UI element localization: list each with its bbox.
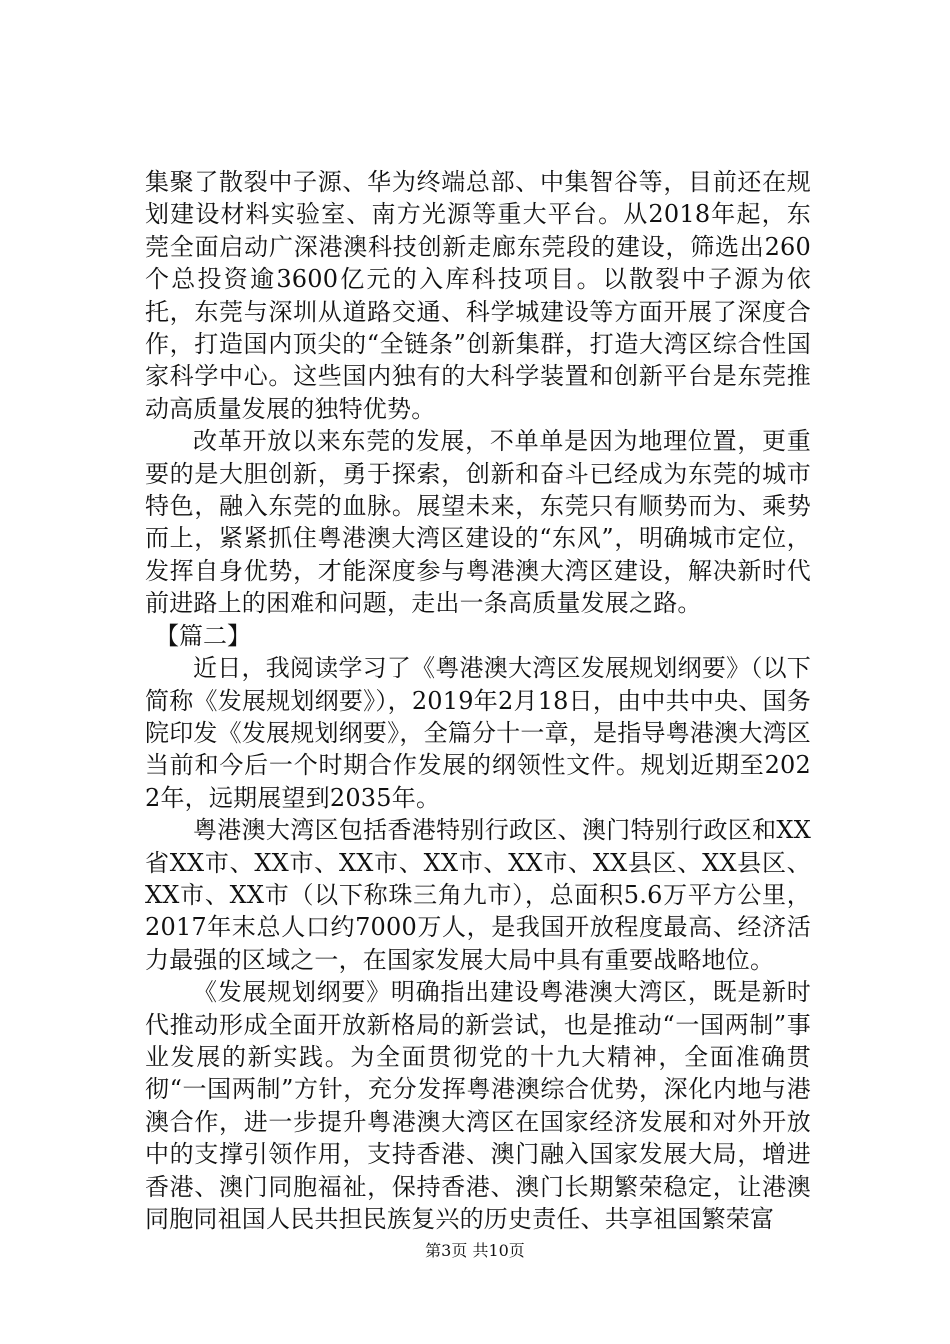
body-paragraph: 集聚了散裂中子源、华为终端总部、中集智谷等，目前还在规划建设材料实验室、南方光源等重大平台。从2018年起，东莞全面启动广深港澳科技创新走廊东莞段的建设，筛选出260个总投资逾3600亿元的入库科技项目。以散裂中子源为依托，东莞与深圳从道路交通、科学城建设等方面开展了深度合作，打造国内顶尖的“全链条”创新集群，打造大湾区综合性国家科学中心。这些国内独有的大科学装置和创新平台是东莞推动高质量发展的独特优势。 — [145, 168, 811, 423]
page-number-footer: 第3页 共10页 — [425, 1241, 525, 1260]
section-heading: 【篇二】 — [155, 621, 251, 650]
body-paragraph: 《发展规划纲要》明确指出建设粤港澳大湾区，既是新时代推动形成全面开放新格局的新尝试，也是推动“一国两制”事业发展的新实践。为全面贯彻党的十九大精神，全面准确贯彻“一国两制”方针，充分发挥粤港澳综合优势，深化内地与港澳合作，进一步提升粤港澳大湾区在国家经济发展和对外开放中的支撑引领作用，支持香港、澳门融入国家发展大局，增进香港、澳门同胞福祉，保持香港、澳门长期繁荣稳定，让港澳同胞同祖国人民共担民族复兴的历史责任、共享祖国繁荣富 — [145, 978, 811, 1233]
body-paragraph: 改革开放以来东莞的发展，不单单是因为地理位置，更重要的是大胆创新，勇于探索，创新和奋斗已经成为东莞的城市特色，融入东莞的血脉。展望未来，东莞只有顺势而为、乘势而上，紧紧抓住粤港澳大湾区建设的“东风”，明确城市定位，发挥自身优势，才能深度参与粤港澳大湾区建设，解决新时代前进路上的困难和问题，走出一条高质量发展之路。 — [145, 427, 811, 618]
document-body — [145, 166, 811, 1235]
body-paragraph: 近日，我阅读学习了《粤港澳大湾区发展规划纲要》（以下简称《发展规划纲要》），2019年2月18日，由中共中央、国务院印发《发展规划纲要》，全篇分十一章，是指导粤港澳大湾区当前和今后一个时期合作发展的纲领性文件。规划近期至2022年，远期展望到2035年。 — [145, 654, 811, 812]
body-paragraph: 粤港澳大湾区包括香港特别行政区、澳门特别行政区和XX省XX市、XX市、XX市、XX市、XX市、XX县区、XX县区、XX市、XX市（以下称珠三角九市），总面积5.6万平方公里，2017年末总人口约7000万人，是我国开放程度最高、经济活力最强的区域之一，在国家发展大局中具有重要战略地位。 — [145, 816, 811, 974]
